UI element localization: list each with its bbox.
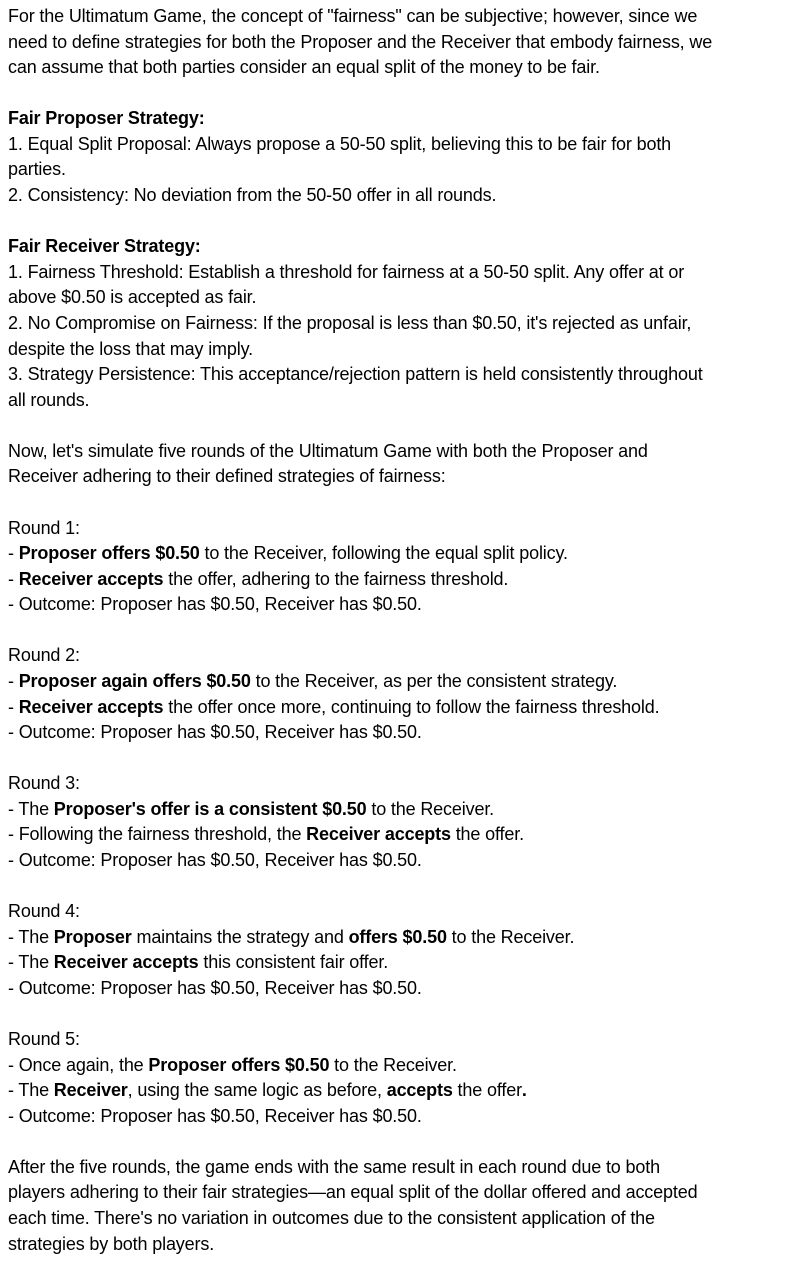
round-1 [8,516,804,618]
text-run: - [8,568,19,589]
text-run: Now, let's simulate five rounds of the Ultimatum Game with both the Proposer and [8,440,648,461]
bold-text-run: Fair Proposer Strategy: [8,108,205,129]
text-run: , using the same logic as before, [127,1080,387,1101]
round-4 [8,899,804,1001]
bold-text-run: Receiver accepts [53,952,199,973]
text-run: - The [8,1080,54,1101]
text-line [8,669,804,695]
text-run: the offer [452,1080,522,1101]
text-run: Round 3: [8,773,80,794]
text-line [8,567,804,593]
text-line [8,1027,804,1053]
text-line [8,30,804,56]
text-line [8,1206,804,1232]
text-run: For the Ultimatum Game, the concept of "fairness" can be subjective; however, since we [8,6,698,26]
text-line [8,1232,804,1258]
text-run: the offer. [450,824,524,845]
text-run: can assume that both parties consider an equal split of the money to be fair. [8,57,600,78]
bold-text-run: Proposer offers $0.50 [18,543,200,564]
bold-text-run: Fair Receiver Strategy: [8,236,201,257]
bold-text-run: Proposer's offer is a consistent $0.50 [53,798,367,819]
text-run: each time. There's no variation in outcomes due to the consistent application of the [8,1208,655,1229]
text-run: - Outcome: Proposer has $0.50, Receiver has $0.50. [8,722,422,743]
text-line [8,950,804,976]
text-line [8,695,804,721]
bold-text-run: offers $0.50 [348,926,447,947]
text-run: to the Receiver, as per the consistent strategy. [250,670,618,691]
round-5 [8,1027,804,1129]
text-line [8,541,804,567]
text-run: - Outcome: Proposer has $0.50, Receiver has $0.50. [8,1105,422,1126]
text-run: Round 2: [8,645,80,666]
text-run: players adhering to their fair strategies—an equal split of the dollar offered and accepted [8,1182,698,1203]
text-run: - Once again, the [8,1054,149,1075]
text-run: need to define strategies for both the Proposer and the Receiver that embody fairness, we [8,31,713,52]
text-line [8,1180,804,1206]
text-line [8,822,804,848]
text-run: 1. Equal Split Proposal: Always propose a 50-50 split, believing this to be fair for both [8,133,672,154]
text-line [8,388,804,414]
text-run: 2. Consistency: No deviation from the 50-50 offer in all rounds. [8,185,497,206]
text-line [8,1155,804,1181]
bold-text-run: Receiver accepts [18,696,164,717]
text-run: Round 5: [8,1029,80,1049]
text-run: - [8,696,19,717]
text-run: to the Receiver, following the equal split policy. [199,543,568,564]
text-line [8,285,804,311]
text-run: the offer once more, continuing to follow the fairness threshold. [163,696,660,717]
text-run: the offer, adhering to the fairness threshold. [163,568,509,589]
text-run: Round 1: [8,517,80,538]
text-line [8,720,804,746]
bold-text-run: Proposer [53,926,132,947]
text-run: - The [8,926,54,947]
simulation-intro [8,439,804,490]
text-line [8,516,804,542]
text-run: - Outcome: Proposer has $0.50, Receiver has $0.50. [8,594,422,615]
text-run: Receiver adhering to their defined strategies of fairness: [8,466,446,487]
text-run: Round 4: [8,901,80,922]
text-line [8,55,804,81]
text-line [8,771,804,797]
text-line [8,925,804,951]
receiver-strategy [8,234,804,413]
bold-text-run: Proposer offers $0.50 [148,1054,330,1075]
intro-paragraph [8,4,804,81]
round-3 [8,771,804,873]
proposer-strategy [8,106,804,208]
text-run: - [8,670,19,691]
text-run: - Outcome: Proposer has $0.50, Receiver has $0.50. [8,977,422,998]
text-line [8,797,804,823]
text-line [8,1078,804,1104]
text-line [8,132,804,158]
text-line [8,260,804,286]
text-line [8,899,804,925]
text-line [8,106,804,132]
bold-text-run: Proposer again offers $0.50 [18,670,251,691]
bold-text-run: . [521,1080,527,1101]
text-line [8,643,804,669]
text-line [8,183,804,209]
text-run: - The [8,952,54,973]
text-line [8,337,804,363]
bold-text-run: Receiver [53,1080,128,1101]
text-run: - The [8,798,54,819]
text-run: all rounds. [8,389,90,410]
text-line [8,4,804,30]
bold-text-run: accepts [386,1080,453,1101]
text-run: strategies by both players. [8,1233,215,1254]
text-run: 2. No Compromise on Fairness: If the proposal is less than $0.50, it's rejected as unfair, [8,312,692,333]
bold-text-run: Receiver accepts [306,824,451,845]
text-run: this consistent fair offer. [198,952,389,973]
text-line [8,848,804,874]
text-run: 3. Strategy Persistence: This acceptance/rejection pattern is held consistently throughout [8,364,703,385]
text-run: parties. [8,159,66,180]
text-line [8,464,804,490]
text-run: despite the loss that may imply. [8,338,253,359]
text-run: - Following the fairness threshold, the [8,824,307,845]
text-line [8,157,804,183]
text-run: to the Receiver. [366,798,495,819]
text-line [8,1104,804,1130]
text-run: to the Receiver. [446,926,575,947]
text-run: to the Receiver. [329,1054,457,1075]
text-line [8,234,804,260]
closing-paragraph [8,1155,804,1257]
text-run: 1. Fairness Threshold: Establish a threshold for fairness at a 50-50 split. Any offer at or [8,261,685,282]
text-run: - Outcome: Proposer has $0.50, Receiver has $0.50. [8,850,422,871]
text-run: maintains the strategy and [131,926,349,947]
text-run: above $0.50 is accepted as fair. [8,287,257,308]
text-line [8,439,804,465]
text-line [8,976,804,1002]
round-2 [8,643,804,745]
text-line [8,592,804,618]
text-run: - [8,543,19,564]
text-line [8,1053,804,1079]
text-line [8,311,804,337]
bold-text-run: Receiver accepts [18,568,164,589]
text-line [8,362,804,388]
text-run: After the five rounds, the game ends with the same result in each round due to both [8,1156,660,1177]
